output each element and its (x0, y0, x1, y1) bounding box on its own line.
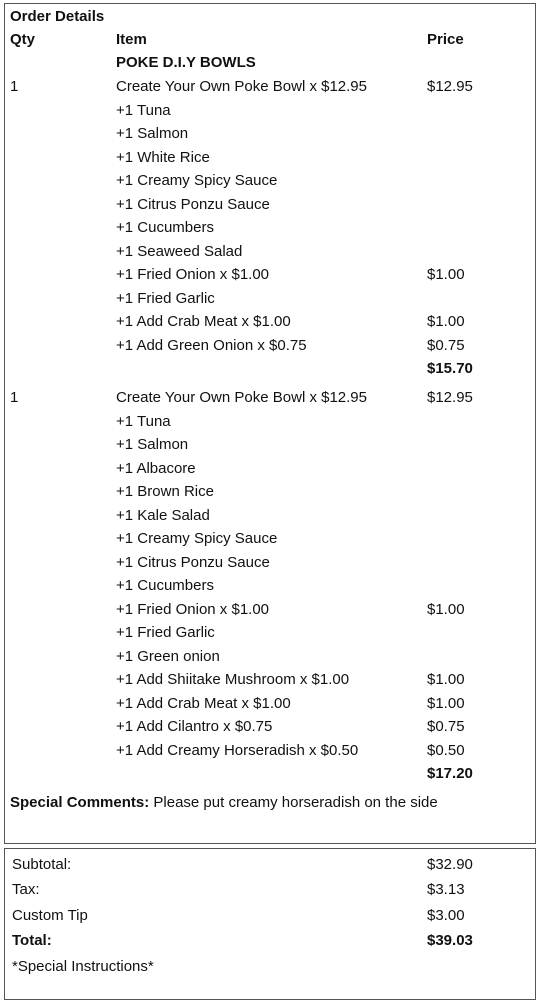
bowl-total-row (5, 762, 535, 785)
price-cell: $1.00 (427, 694, 465, 712)
item-cell: Create Your Own Poke Bowl x $12.95 (116, 78, 367, 95)
item-cell: +1 Salmon (116, 125, 189, 142)
price-cell: $12.95 (427, 78, 473, 95)
category-row (5, 51, 535, 74)
table-row (5, 433, 535, 456)
subtotal-label: Subtotal: (12, 856, 72, 873)
table-row (5, 645, 535, 668)
item-cell: +1 Fried Onion x $1.00 (116, 600, 270, 618)
table-row (5, 715, 535, 738)
table-row (5, 692, 535, 715)
table-row (5, 122, 535, 145)
table-row (5, 668, 535, 691)
tip-value: $3.00 (427, 907, 465, 924)
order-title: Order Details (10, 8, 105, 25)
item-cell: +1 Salmon (116, 436, 189, 453)
item-cell: +1 White Rice (116, 148, 210, 166)
order-title-row (5, 5, 535, 28)
item-cell: +1 Fried Garlic (116, 289, 215, 307)
item-cell: +1 Seaweed Salad (116, 242, 243, 260)
item-header: Item (116, 31, 147, 48)
table-row (5, 598, 535, 621)
table-row (5, 216, 535, 239)
table-row (5, 75, 535, 98)
tax-value: $3.13 (427, 881, 465, 898)
table-row (5, 504, 535, 527)
item-cell: +1 Add Green Onion x $0.75 (116, 336, 307, 354)
comments-label: Special Comments: (10, 794, 150, 811)
item-cell: +1 Kale Salad (116, 506, 210, 524)
price-cell: $15.70 (427, 360, 473, 377)
item-cell: +1 Citrus Ponzu Sauce (116, 195, 270, 213)
item-cell: +1 Albacore (116, 459, 196, 477)
item-cell: +1 Tuna (116, 412, 171, 430)
price-cell: $1.00 (427, 313, 465, 330)
item-cell: +1 Cucumbers (116, 577, 214, 594)
qty-header: Qty (10, 31, 36, 48)
special-instructions: *Special Instructions* (12, 958, 154, 975)
item-cell: +1 Add Cilantro x $0.75 (116, 718, 273, 735)
qty-cell: 1 (10, 389, 19, 406)
table-row (5, 410, 535, 433)
table-row (5, 739, 535, 762)
item-cell: +1 Fried Garlic (116, 624, 215, 641)
item-cell: +1 Fried Onion x $1.00 (116, 266, 270, 283)
table-row (5, 146, 535, 169)
price-cell: $1.00 (427, 671, 465, 688)
item-cell: +1 Add Crab Meat x $1.00 (116, 694, 291, 712)
price-cell: $1.00 (427, 600, 465, 618)
table-row (5, 334, 535, 357)
table-row (5, 621, 535, 644)
table-row (5, 193, 535, 216)
bowl-total-row (5, 357, 535, 380)
table-row (5, 263, 535, 286)
table-row (5, 480, 535, 503)
price-cell: $0.75 (427, 718, 465, 735)
table-row (5, 99, 535, 122)
item-cell: +1 Add Shiitake Mushroom x $1.00 (116, 671, 350, 688)
table-row (5, 551, 535, 574)
subtotal-value: $32.90 (427, 856, 473, 873)
item-cell: +1 Tuna (116, 101, 171, 119)
qty-cell: 1 (10, 78, 19, 95)
item-cell: +1 Creamy Spicy Sauce (116, 172, 278, 189)
table-row (5, 240, 535, 263)
item-cell: +1 Add Creamy Horseradish x $0.50 (116, 741, 359, 759)
item-cell: +1 Citrus Ponzu Sauce (116, 553, 270, 571)
item-cell: +1 Cucumbers (116, 219, 214, 236)
table-row (5, 386, 535, 409)
table-row (5, 287, 535, 310)
price-header: Price (427, 31, 464, 48)
price-cell: $1.00 (427, 266, 465, 283)
special-instructions-row (5, 955, 535, 978)
item-cell: +1 Green onion (116, 647, 220, 665)
table-row (5, 574, 535, 597)
item-cell: +1 Creamy Spicy Sauce (116, 530, 278, 547)
total-row (5, 929, 535, 952)
price-cell: $0.75 (427, 336, 465, 354)
total-value: $39.03 (427, 932, 473, 949)
comments-text: Please put creamy horseradish on the side (153, 794, 438, 811)
table-row (5, 169, 535, 192)
special-comments (10, 791, 438, 814)
item-cell: +1 Add Crab Meat x $1.00 (116, 313, 291, 330)
price-cell: $0.50 (427, 741, 465, 759)
tax-row (5, 878, 535, 901)
table-row (5, 310, 535, 333)
order-details-panel (4, 3, 536, 844)
table-row (5, 457, 535, 480)
price-cell: $12.95 (427, 389, 473, 406)
category-name: POKE D.I.Y BOWLS (116, 54, 256, 71)
item-cell: Create Your Own Poke Bowl x $12.95 (116, 389, 367, 406)
table-row (5, 527, 535, 550)
price-cell: $17.20 (427, 765, 473, 782)
tip-label: Custom Tip (12, 907, 88, 924)
table-header (5, 28, 535, 51)
tip-row (5, 904, 535, 927)
total-label: Total: (12, 932, 52, 949)
subtotal-row (5, 853, 535, 876)
tax-label: Tax: (12, 881, 40, 898)
item-cell: +1 Brown Rice (116, 483, 214, 500)
order-summary-panel (4, 848, 536, 1000)
